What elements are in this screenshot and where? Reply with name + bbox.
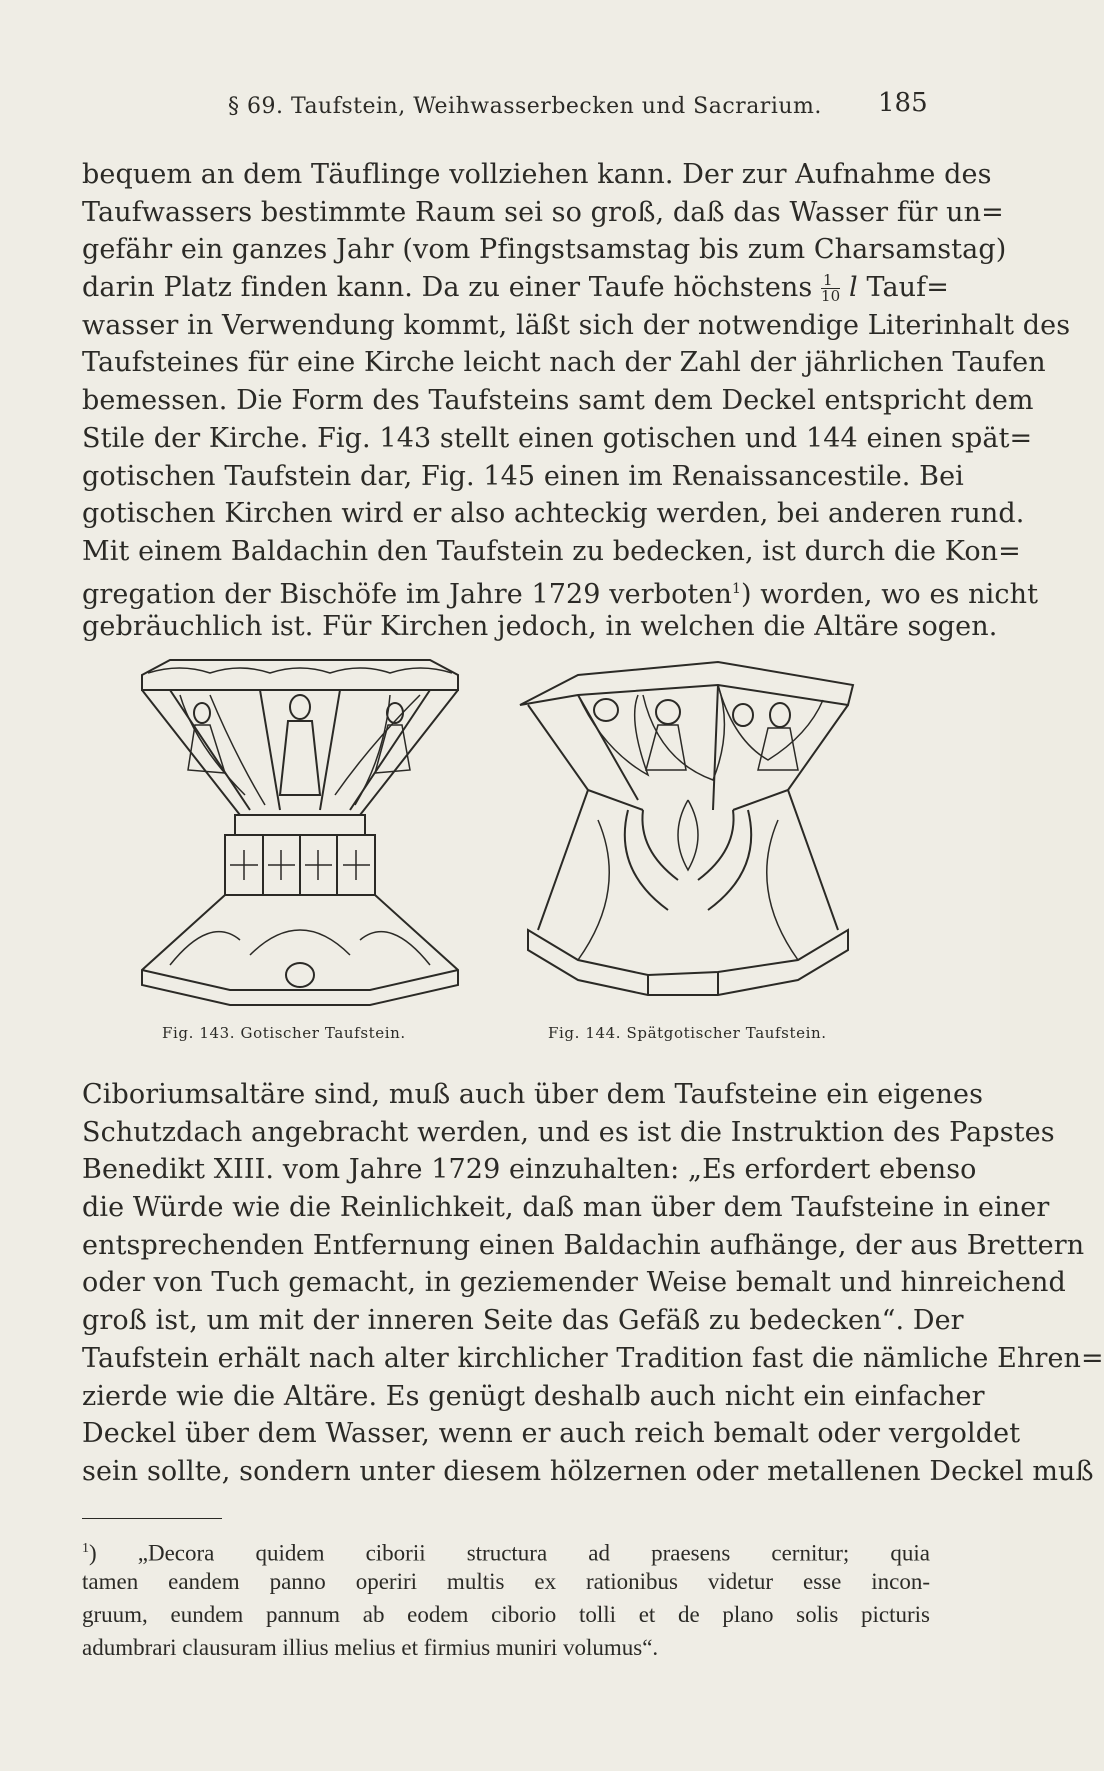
text-line: Taufsteines für eine Kirche leicht nach der Zahl der jährlichen Taufen bbox=[82, 347, 1046, 379]
footnote-marker: 1 bbox=[82, 1541, 89, 1556]
text-segment: ) worden, wo es nicht bbox=[740, 578, 1039, 610]
text-line: gefähr ein ganzes Jahr (vom Pfingstsamstag bis zum Charsamstag) bbox=[82, 234, 1007, 266]
text-segment: darin Platz finden kann. Da zu einer Taufe höchstens bbox=[82, 272, 813, 304]
figure-143-gothic-font bbox=[140, 655, 460, 1025]
figure-144-caption: Fig. 144. Spätgotischer Taufstein. bbox=[548, 1024, 827, 1042]
text-line: Taufwassers bestimmte Raum sei so groß, daß das Wasser für un= bbox=[82, 196, 1004, 228]
footnote-reference: 1 bbox=[731, 580, 741, 597]
text-line: Taufstein erhält nach alter kirchlicher Tradition fast die nämliche Ehren= bbox=[82, 1342, 1104, 1374]
paragraph-top bbox=[82, 156, 1071, 646]
text-line: Ciboriumsaltäre sind, muß auch über dem Taufsteine ein eigenes bbox=[82, 1079, 984, 1110]
running-head bbox=[0, 88, 1000, 128]
text-line: zierde wie die Altäre. Es genügt deshalb auch nicht ein einfacher bbox=[82, 1380, 985, 1412]
text-line: entsprechenden Entfernung einen Baldachin aufhänge, der aus Brettern bbox=[82, 1229, 1085, 1261]
text-line: bemessen. Die Form des Taufsteins samt dem Deckel entspricht dem bbox=[82, 385, 1034, 417]
text-line: gotischen Kirchen wird er also achteckig werden, bei anderen rund. bbox=[82, 498, 1025, 530]
unit-liter: l bbox=[849, 272, 858, 304]
text-line-with-footnote-ref bbox=[82, 571, 1039, 610]
running-title: § 69. Taufstein, Weihwasserbecken und Sacrarium. bbox=[228, 94, 822, 119]
figure-144-late-gothic-font bbox=[518, 660, 858, 1010]
text-line: sein sollte, sondern unter diesem hölzernen oder metallenen Deckel muß bbox=[82, 1455, 1094, 1487]
fraction-numerator: 1 bbox=[821, 273, 840, 289]
late-gothic-baptismal-font-illustration bbox=[518, 660, 858, 1010]
text-line: gotischen Taufstein dar, Fig. 145 einen im Renaissancestile. Bei bbox=[82, 460, 964, 492]
text-line: oder von Tuch gemacht, in geziemender Weise bemalt und hinreichend bbox=[82, 1267, 1066, 1299]
text-line: Schutzdach angebracht werden, und es ist die Instruktion des Papstes bbox=[82, 1116, 1055, 1148]
text-line: Benedikt XIII. vom Jahre 1729 einzuhalten: „Es erfordert ebenso bbox=[82, 1154, 977, 1186]
text-line: gebräuchlich ist. Für Kirchen jedoch, in welchen die Altäre sogen. bbox=[82, 611, 998, 643]
text-line: groß ist, um mit der inneren Seite das Gefäß zu bedecken“. Der bbox=[82, 1305, 964, 1337]
gothic-baptismal-font-illustration bbox=[140, 655, 460, 1025]
page-number: 185 bbox=[878, 88, 928, 118]
footnote-divider bbox=[82, 1518, 222, 1519]
text-line: bequem an dem Täuflinge vollziehen kann. Der zur Aufnahme des bbox=[82, 159, 992, 190]
text-segment: gregation der Bischöfe im Jahre 1729 verboten bbox=[82, 578, 732, 610]
footnote-line: adumbrari clausuram illius melius et firmius muniri volumus“. bbox=[82, 1635, 659, 1660]
paragraph-bottom bbox=[82, 1076, 1104, 1491]
fraction bbox=[821, 273, 840, 304]
figure-143-caption: Fig. 143. Gotischer Taufstein. bbox=[162, 1024, 406, 1042]
footnote bbox=[82, 1532, 930, 1664]
footnote-line: tamen eandem panno operiri multis ex rationibus videtur esse incon- bbox=[82, 1569, 930, 1594]
text-line: die Würde wie die Reinlichkeit, daß man über dem Taufsteine in einer bbox=[82, 1192, 1050, 1224]
text-line: Deckel über dem Wasser, wenn er auch reich bemalt oder vergoldet bbox=[82, 1418, 1021, 1450]
footnote-line: gruum, eundem pannum ab eodem ciborio tolli et de plano solis picturis bbox=[82, 1602, 930, 1627]
footnote-line bbox=[82, 1532, 930, 1565]
text-line: Mit einem Baldachin den Taufstein zu bedecken, ist durch die Kon= bbox=[82, 535, 1021, 567]
text-segment: Tauf= bbox=[866, 272, 949, 304]
fraction-denominator: 10 bbox=[821, 287, 841, 306]
text-line: wasser in Verwendung kommt, läßt sich der notwendige Literinhalt des bbox=[82, 309, 1071, 341]
text-line-with-fraction bbox=[82, 269, 949, 307]
text-line: Stile der Kirche. Fig. 143 stellt einen gotischen und 144 einen spät= bbox=[82, 422, 1033, 454]
text-segment: ) „Decora quidem ciborii structura ad praesens cernitur; quia bbox=[89, 1540, 930, 1566]
